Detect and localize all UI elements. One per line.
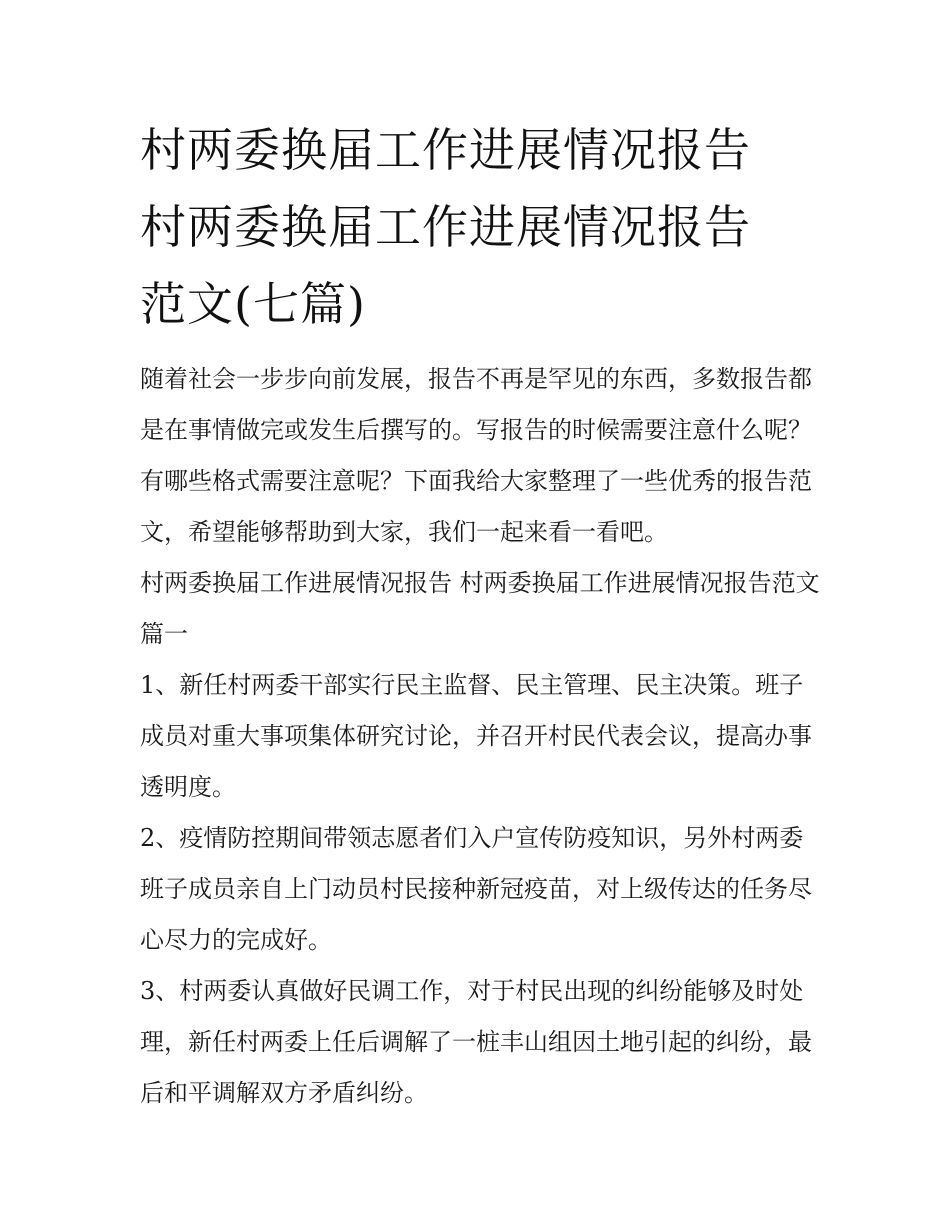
title-line-3: 范文(七篇): [140, 277, 366, 331]
list-item: 1、新任村两委干部实行民主监督、民主管理、民主决策。班子成员对重大事项集体研究讨论，并召开村民代表会议，提高办事透明度。: [140, 671, 812, 801]
intro-paragraph: 随着社会一步步向前发展，报告不再是罕见的东西，多数报告都是在事情做完或发生后撰写的。写报告的时候需要注意什么呢？有哪些格式需要注意呢？下面我给大家整理了一些优秀的报告范文，希望能够帮助到大家，我们一起来看一看吧。: [140, 365, 812, 546]
list-item: 2、疫情防控期间带领志愿者们入户宣传防疫知识，另外村两委班子成员亲自上门动员村民接种新冠疫苗，对上级传达的任务尽心尽力的完成好。: [140, 824, 812, 954]
title-line-2: 村两委换届工作进展情况报告: [140, 200, 751, 254]
document-title: [140, 112, 830, 343]
section-heading: 村两委换届工作进展情况报告 村两委换届工作进展情况报告范文篇一: [140, 569, 820, 648]
title-line-1: 村两委换届工作进展情况报告: [140, 123, 751, 177]
list-item: 3、村两委认真做好民调工作，对于村民出现的纠纷能够及时处理，新任村两委上任后调解了一桩丰山组因土地引起的纠纷，最后和平调解双方矛盾纠纷。: [140, 977, 812, 1107]
document-body: [140, 354, 820, 1119]
